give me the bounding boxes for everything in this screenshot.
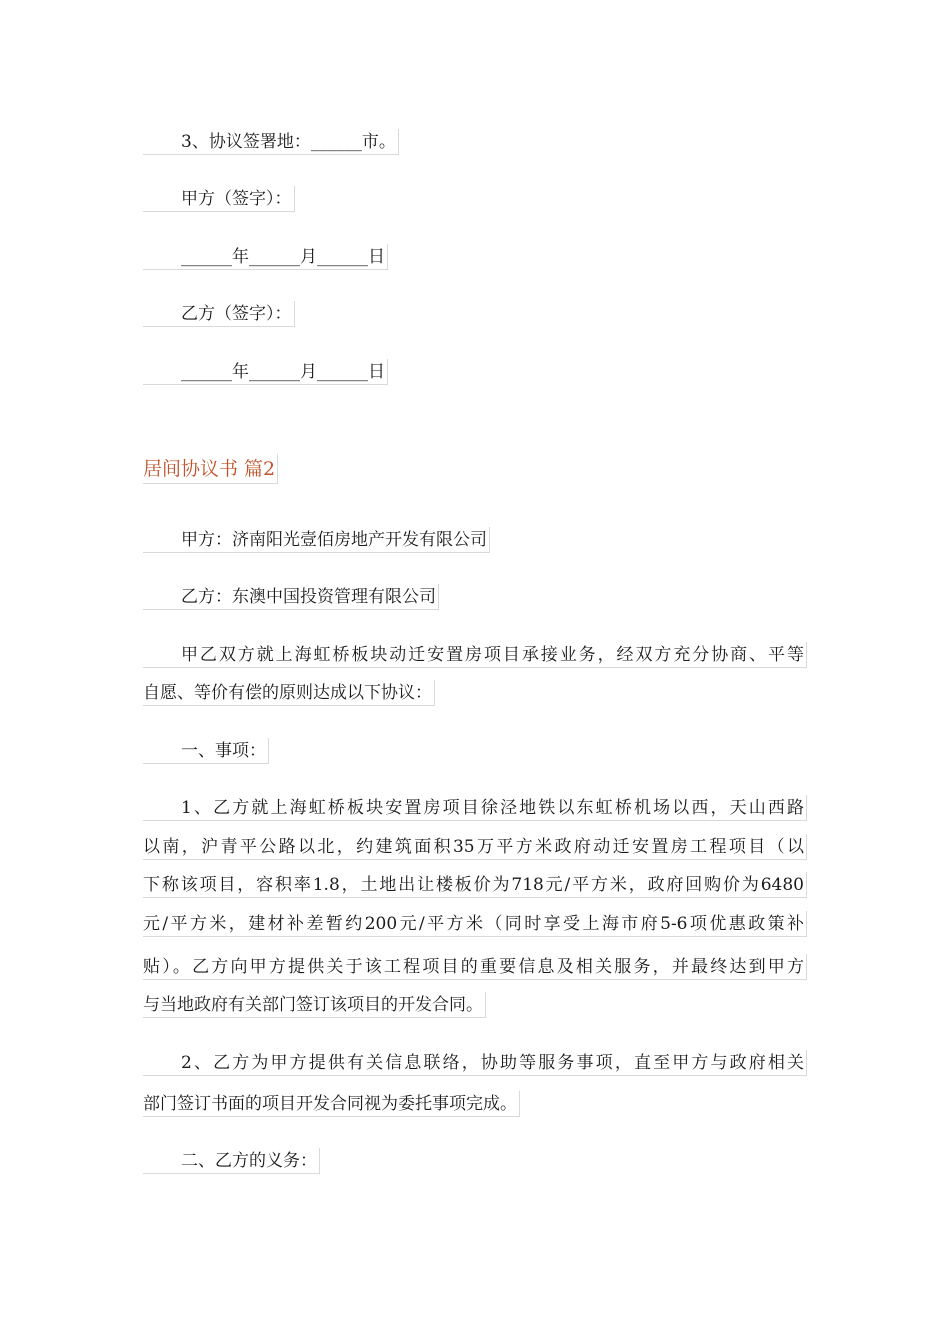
item1-para1-line: 贴）。乙方向甲方提供关于该工程项目的重要信息及相关服务，并最终达到甲方 xyxy=(143,954,807,980)
intro-line: 自愿、等价有偿的原则达成以下协议： xyxy=(143,680,435,706)
party-b-name: 乙方：东澳中国投资管理有限公司 xyxy=(143,584,439,610)
item1-para1-line: 元/平方米，建材补差暂约200元/平方米（同时享受上海市府5-6项优惠政策补 xyxy=(143,911,807,937)
item1-para2-line: 2、乙方为甲方提供有关信息联络，协助等服务事项，直至甲方与政府相关 xyxy=(143,1050,807,1076)
item2-title: 二、乙方的义务： xyxy=(143,1148,320,1174)
item1-para1-line: 下称该项目，容积率1.8，土地出让楼板价为718元/平方米，政府回购价为6480 xyxy=(143,872,807,898)
intro-line: 甲乙双方就上海虹桥板块动迁安置房项目承接业务，经双方充分协商、平等 xyxy=(143,642,807,668)
item1-para2-line: 部门签订书面的项目开发合同视为委托事项完成。 xyxy=(143,1091,520,1117)
item1-para1-line: 1、乙方就上海虹桥板块安置房项目徐泾地铁以东虹桥机场以西，天山西路 xyxy=(143,795,807,821)
signing-place: 3、协议签署地：______市。 xyxy=(143,129,399,155)
party-a-date: ______年______月______日 xyxy=(143,244,388,270)
party-a-name: 甲方：济南阳光壹佰房地产开发有限公司 xyxy=(143,527,490,553)
item1-para1-line: 与当地政府有关部门签订该项目的开发合同。 xyxy=(143,992,486,1018)
party-b-date: ______年______月______日 xyxy=(143,359,388,385)
party-a-signature: 甲方（签字）： xyxy=(143,186,295,212)
party-b-signature: 乙方（签字）： xyxy=(143,301,295,327)
item1-para1-line: 以南，沪青平公路以北，约建筑面积35万平方米政府动迁安置房工程项目（以 xyxy=(143,834,807,860)
section-title: 居间协议书 篇2 xyxy=(143,454,278,484)
item1-title: 一、事项： xyxy=(143,738,269,764)
